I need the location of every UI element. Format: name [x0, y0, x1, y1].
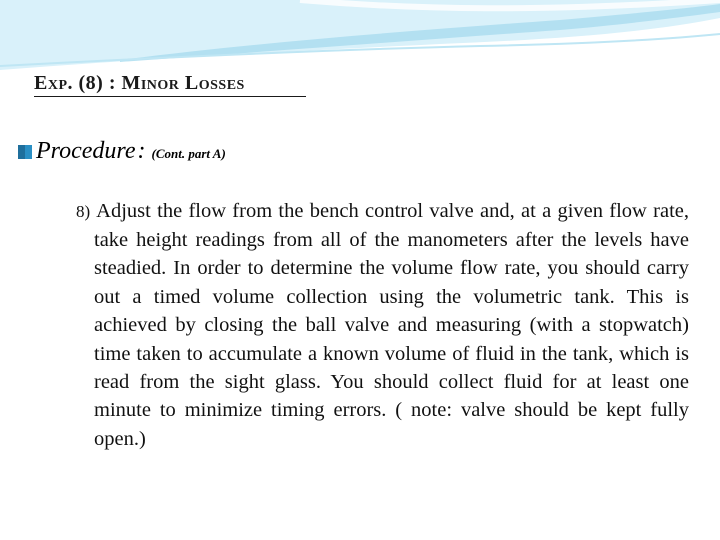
step-number: 8) — [76, 201, 91, 221]
procedure-label: Procedure — [36, 138, 136, 164]
procedure-heading — [18, 138, 226, 165]
procedure-colon: : — [137, 138, 146, 164]
procedure-step — [76, 197, 689, 454]
procedure-subtitle: (Cont. part A) — [151, 146, 226, 161]
title-underline — [34, 96, 306, 97]
checkbox-bullet-icon — [18, 145, 32, 159]
step-text: Adjust the flow from the bench control valve and, at a given flow rate, take height readings from all of the manometers after the levels have steadied. In order to determine the volume flow rate, you should carry out a timed volume collection using the volumetric tank. This is achieved by closing the ball valve and measuring (with a stopwatch) time taken to accumulate a known volume of fluid in the tank, which is read from the sight glass. You should collect fluid for at least one minute to minimize timing errors. ( note: valve should be kept fully open.) — [94, 199, 689, 450]
slide-title: Exp. (8) : Minor Losses — [34, 72, 245, 94]
